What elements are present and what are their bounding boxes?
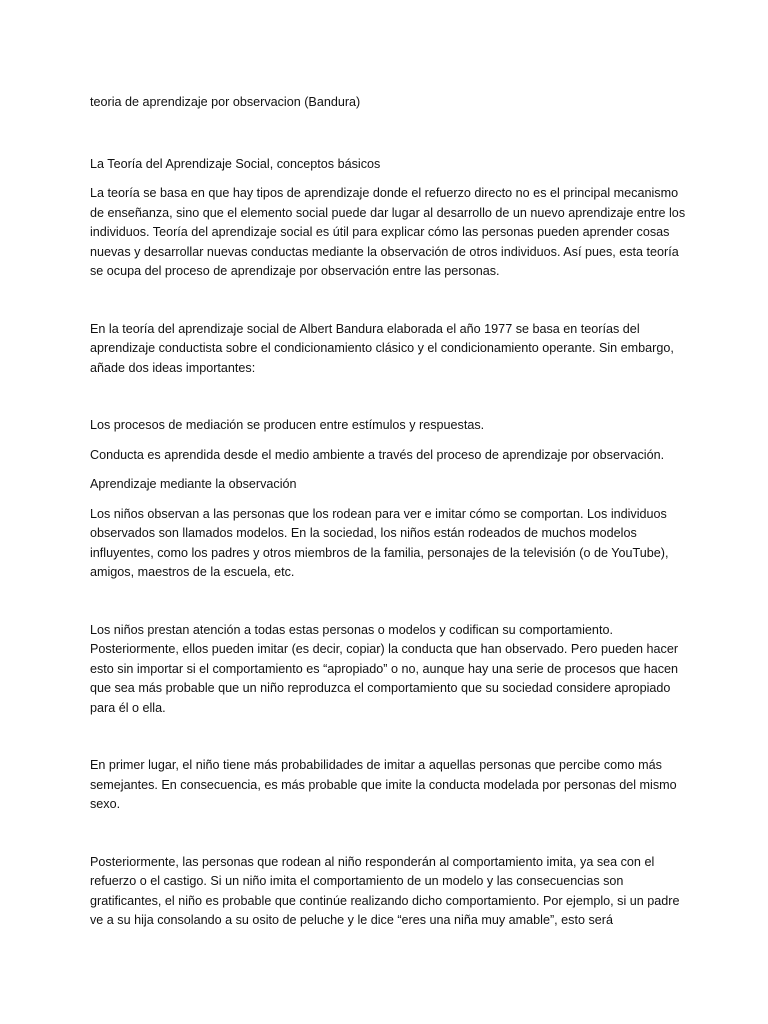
document-title: teoria de aprendizaje por observacion (Bandura) xyxy=(90,95,361,109)
paragraph-reinforcement: Posteriormente, las personas que rodean al niño responderán al comportamiento imita, ya sea con el refuerzo o el castigo. Si un niño imita el comportamiento de un modelo y las consecuencias son gratificantes, el niño es probable que continúe realizando dicho comportamiento. Por ejemplo, si un padre ve a su hija consolando a su osito de peluche y le dice “eres una niña muy amable”, esto será xyxy=(90,854,680,927)
paragraph-attention: Los niños prestan atención a todas estas personas o modelos y codifican su comportamiento. Posteriormente, ellos pueden imitar (es decir, copiar) la conducta que han observado. Pero pueden hacer esto sin importar si el comportamiento es “apropiado” o no, aunque hay una serie de procesos que hacen que sea más probable que un niño reproduzca el comportamiento que su sociedad considere apropiado para él o ella. xyxy=(90,622,679,715)
paragraph-bandura-1977: En la teoría del aprendizaje social de Albert Bandura elaborada el año 1977 se basa en teorías del aprendizaje conductista sobre el condicionamiento clásico y el condicionamiento operante. Sin embargo, añade dos ideas importantes: xyxy=(90,321,674,375)
subheading-observation: Aprendizaje mediante la observación xyxy=(90,477,297,491)
paragraph-similarity: En primer lugar, el niño tiene más probabilidades de imitar a aquellas personas que percibe como más semejantes. En consecuencia, es más probable que imite la conducta modelada por personas del mismo sexo. xyxy=(90,758,677,811)
section-heading: La Teoría del Aprendizaje Social, conceptos básicos xyxy=(90,156,381,171)
paragraph-mediation: Los procesos de mediación se producen entre estímulos y respuestas. xyxy=(90,418,485,432)
document-page xyxy=(90,93,690,941)
paragraph-models: Los niños observan a las personas que los rodean para ver e imitar cómo se comportan. Los individuos observados son llamados modelos. En la sociedad, los niños están rodeados de muchos modelos influyentes, como los padres y otros miembros de la familia, personajes de la televisión (o de YouTube), amigos, maestros de la escuela, etc. xyxy=(90,506,669,579)
paragraph-intro: La teoría se basa en que hay tipos de aprendizaje donde el refuerzo directo no es el principal mecanismo de enseñanza, sino que el elemento social puede dar lugar al desarrollo de un nuevo aprendizaje entre los individuos. Teoría del aprendizaje social es útil para explicar cómo las personas pueden aprender cosas nuevas y desarrollar nuevas conductas mediante la observación de otros individuos. Así pues, esta teoría se ocupa del proceso de aprendizaje por observación entre las personas. xyxy=(90,186,686,278)
paragraph-environment: Conducta es aprendida desde el medio ambiente a través del proceso de aprendizaje por observación. xyxy=(90,447,665,462)
